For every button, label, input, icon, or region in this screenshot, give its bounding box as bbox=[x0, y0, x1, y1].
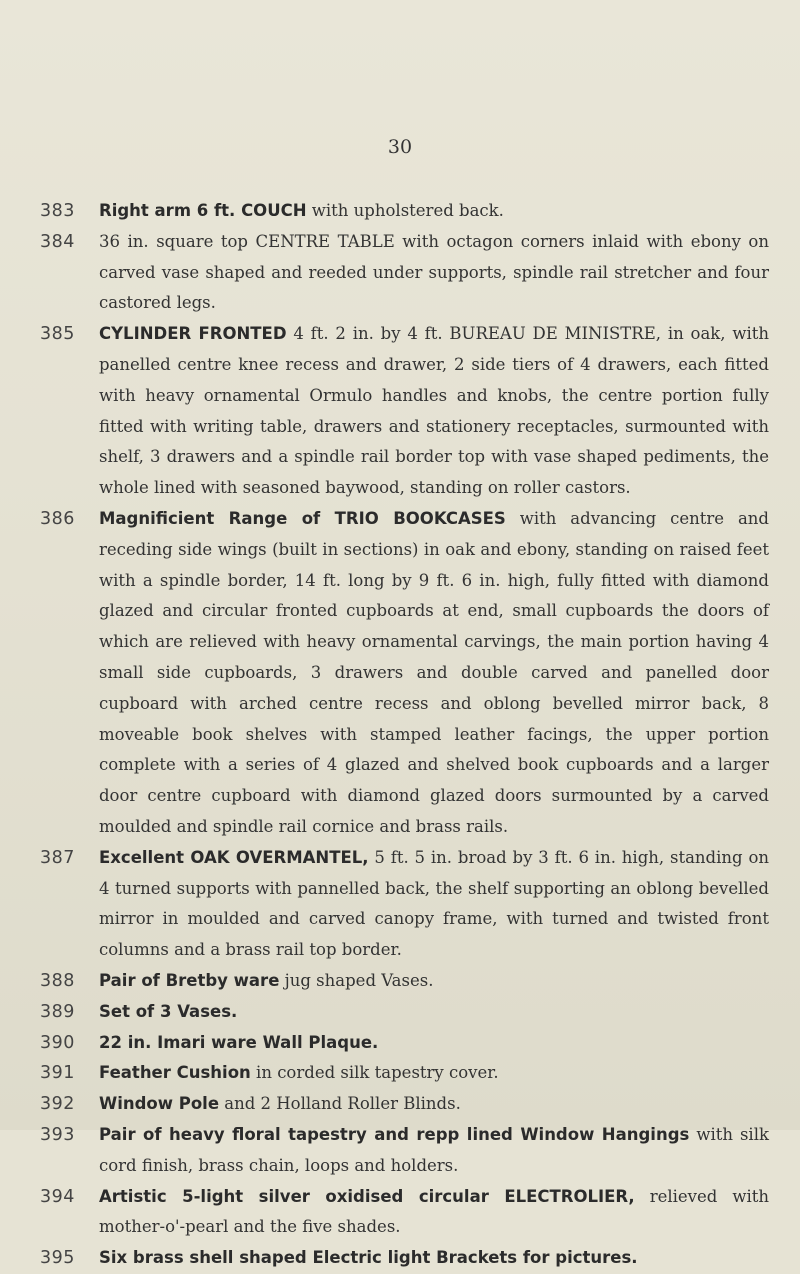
lot-number: 392 bbox=[40, 1094, 75, 1115]
lot-lead-text: Pair of heavy floral tapestry and repp lined Window Hangings bbox=[99, 1124, 690, 1144]
lot-detail-text: in corded silk tapestry cover. bbox=[250, 1063, 499, 1083]
lot-entry bbox=[0, 1028, 800, 1059]
lot-description bbox=[99, 196, 769, 227]
lot-description bbox=[99, 1089, 769, 1120]
lot-description bbox=[99, 1028, 769, 1059]
lot-entry bbox=[0, 1120, 800, 1182]
lot-lead-text: 22 in. Imari ware Wall Plaque. bbox=[99, 1032, 379, 1052]
lot-description bbox=[99, 504, 769, 843]
lot-entry bbox=[0, 1243, 800, 1274]
lot-number: 387 bbox=[40, 847, 75, 868]
lot-detail-text: 36 in. square top CENTRE TABLE with octagon corners inlaid with ebony on carved vase shaped and reeded under supports, spindle rail stretcher and four castored legs. bbox=[99, 231, 769, 313]
lot-entry bbox=[0, 966, 800, 997]
lot-lead-text: Pair of Bretby ware bbox=[99, 970, 280, 990]
lot-detail-text: relieved with mother-o'-pearl and the five shades. bbox=[99, 1186, 769, 1237]
lot-entry bbox=[0, 997, 800, 1028]
lot-number: 390 bbox=[40, 1032, 75, 1053]
lot-entry bbox=[0, 843, 800, 966]
lot-number: 386 bbox=[40, 508, 75, 529]
lot-lead-text: Artistic 5-light silver oxidised circular ELECTROLIER, bbox=[99, 1186, 635, 1206]
lot-description bbox=[99, 1243, 769, 1274]
lot-entry bbox=[0, 227, 800, 319]
lot-detail-text: 4 ft. 2 in. by 4 ft. BUREAU DE MINISTRE, in oak, with panelled centre knee recess and drawer, 2 side tiers of 4 drawers, each fitted with heavy ornamental Ormulo handles and knobs, the centre portion fully fitted with writing table, drawers and stationery receptacles, surmounted with shelf, 3 drawers and a spindle rail border top with vase shaped pediments, the whole lined with seasoned baywood, standing on roller castors. bbox=[99, 324, 769, 498]
lot-number: 393 bbox=[40, 1124, 75, 1145]
lot-description bbox=[99, 227, 769, 319]
lot-number: 384 bbox=[40, 231, 75, 252]
lot-description bbox=[99, 1058, 769, 1089]
lot-detail-text: jug shaped Vases. bbox=[279, 970, 434, 990]
lot-lead-text: Window Pole bbox=[99, 1094, 220, 1114]
lot-number: 391 bbox=[40, 1063, 75, 1084]
lot-entry bbox=[0, 1182, 800, 1244]
lot-description bbox=[99, 1182, 769, 1244]
lot-number: 385 bbox=[40, 324, 75, 345]
lot-lead-text: Right arm 6 ft. COUCH bbox=[99, 201, 307, 220]
page-number: 30 bbox=[387, 136, 413, 158]
lot-list bbox=[0, 196, 800, 1274]
lot-description bbox=[99, 1120, 769, 1182]
lot-entry bbox=[0, 319, 800, 504]
lot-lead-text: Magnificient Range of TRIO BOOKCASES bbox=[99, 508, 506, 528]
lot-entry bbox=[0, 504, 800, 843]
lot-number: 389 bbox=[40, 1001, 75, 1022]
lot-description bbox=[99, 843, 769, 966]
lot-detail-text: with advancing centre and receding side wings (built in sections) in oak and ebony, standing on raised feet with a spindle border, 14 ft. long by 9 ft. 6 in. high, fully fitted with diamond glazed and circular fronted cupboards at end, small cupboards the doors of which are relieved with heavy ornamental carvings, the main portion having 4 small side cupboards, 3 drawers and double carved and panelled door cupboard with arched centre recess and oblong bevelled mirror back, 8 moveable book shelves with stamped leather facings, the upper portion complete with a series of 4 glazed and shelved book cupboards and a larger door centre cupboard with diamond glazed doors surmounted by a carved moulded and spindle rail cornice and brass rails. bbox=[99, 508, 769, 836]
lot-description bbox=[99, 319, 769, 504]
lot-entry bbox=[0, 1058, 800, 1089]
lot-lead-text: Six brass shell shaped Electric light Brackets for pictures. bbox=[99, 1248, 638, 1268]
lot-detail-text: 5 ft. 5 in. broad by 3 ft. 6 in. high, standing on 4 turned supports with pannelled back, the shelf supporting an oblong bevelled mirror in moulded and carved canopy frame, with turned and twisted front columns and a brass rail top border. bbox=[99, 847, 770, 960]
lot-number: 395 bbox=[40, 1248, 75, 1269]
lot-entry bbox=[0, 1089, 800, 1120]
lot-number: 383 bbox=[40, 201, 75, 221]
lot-description bbox=[99, 997, 769, 1028]
lot-lead-text: CYLINDER FRONTED bbox=[99, 324, 287, 344]
lot-lead-text: Feather Cushion bbox=[99, 1063, 251, 1083]
lot-lead-text: Excellent OAK OVERMANTEL, bbox=[99, 847, 369, 867]
lot-number: 394 bbox=[40, 1186, 75, 1207]
lot-entry bbox=[0, 196, 800, 227]
lot-detail-text: and 2 Holland Roller Blinds. bbox=[219, 1094, 461, 1114]
lot-detail-text: with upholstered back. bbox=[306, 201, 504, 220]
lot-lead-text: Set of 3 Vases. bbox=[99, 1001, 238, 1021]
lot-number: 388 bbox=[40, 970, 75, 991]
lot-description bbox=[99, 966, 769, 997]
lot-detail-text: with silk cord finish, brass chain, loops and holders. bbox=[99, 1124, 769, 1175]
